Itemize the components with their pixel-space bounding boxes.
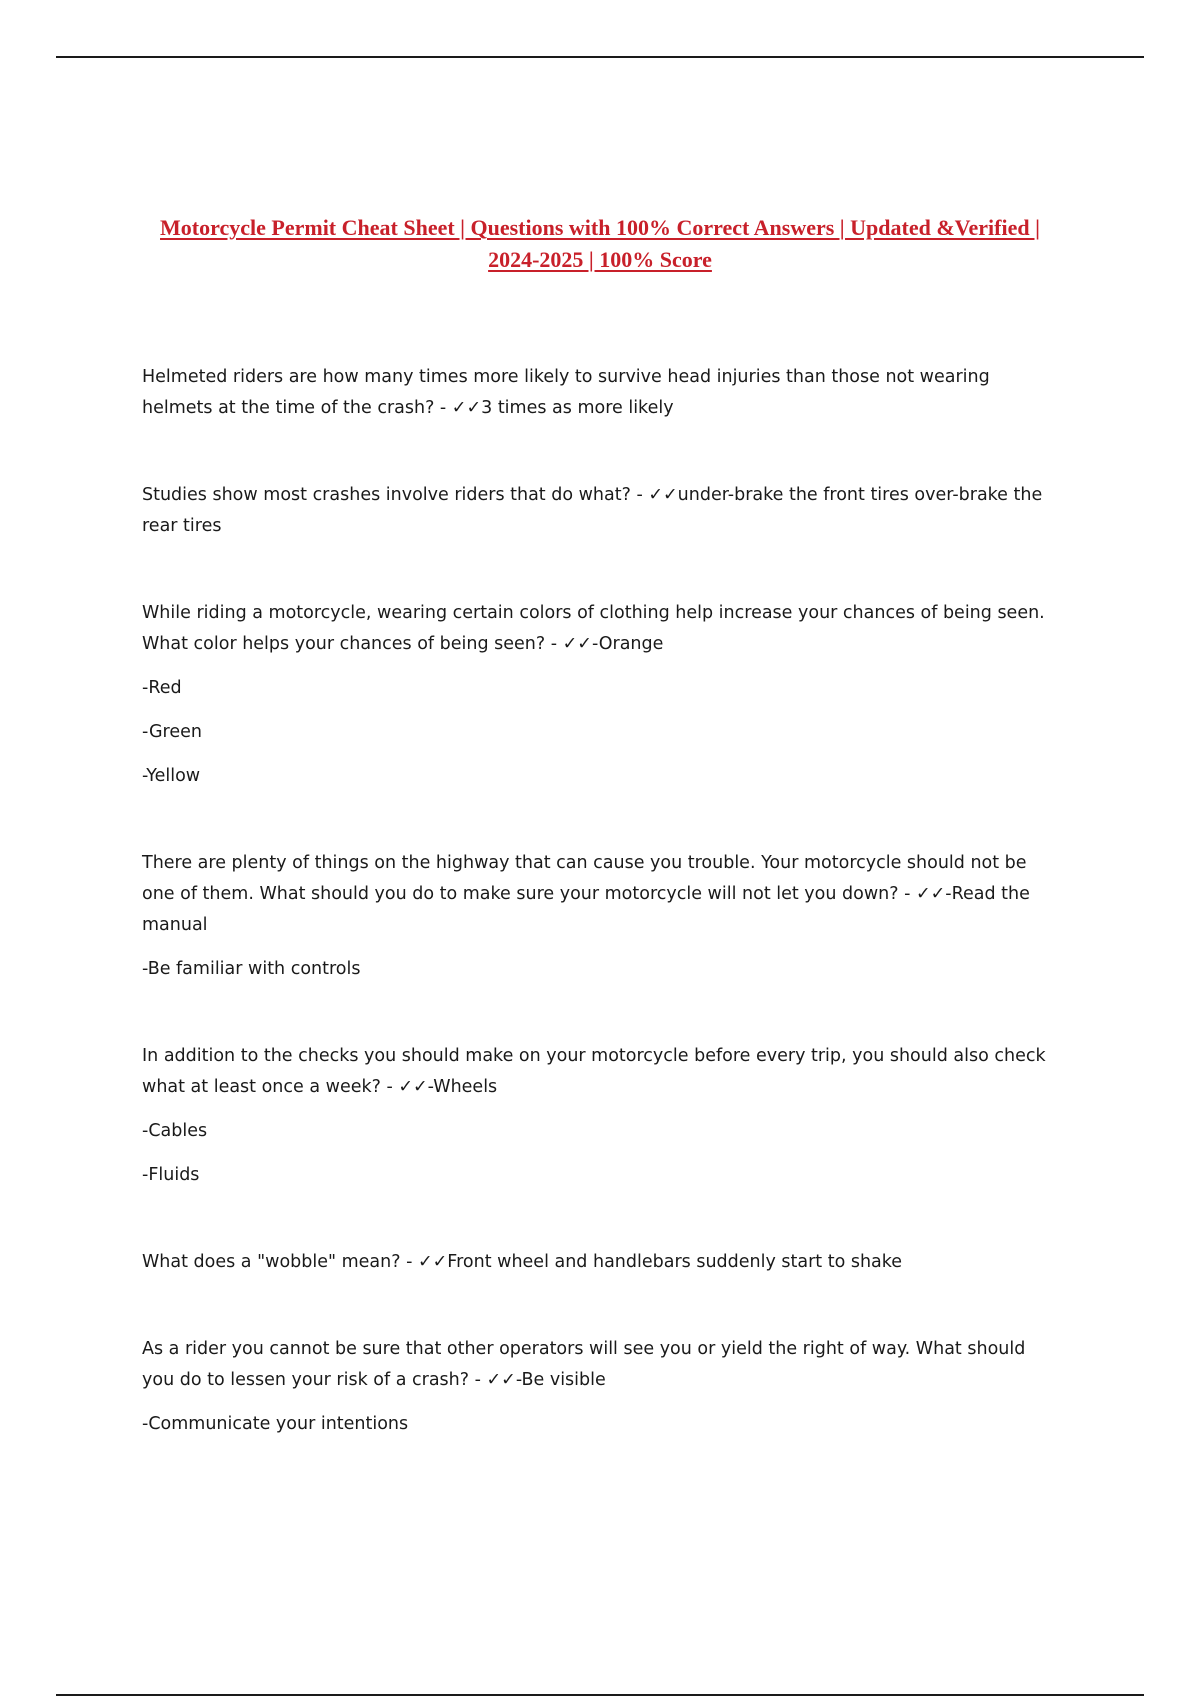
qa-item: [142, 598, 1062, 792]
qa-item: [142, 848, 1062, 985]
question-text: While riding a motorcycle, wearing certain colors of clothing help increase your chances of being seen. What color helps your chances of being seen? - ✓✓-Orange: [142, 603, 1045, 654]
question-text: What does a "wobble" mean? - ✓✓Front wheel and handlebars suddenly start to shake: [142, 1252, 903, 1272]
answer-option: -Cables: [142, 1121, 208, 1141]
qa-item: [142, 362, 1062, 424]
question-text: In addition to the checks you should make on your motorcycle before every trip, you should also check what at least once a week? - ✓✓-Wheels: [142, 1046, 1046, 1097]
question-text: As a rider you cannot be sure that other operators will see you or yield the right of way. What should you do to lessen your risk of a crash? - ✓✓-Be visible: [142, 1339, 1026, 1390]
answer-option: -Red: [142, 678, 182, 698]
qa-item: [142, 1247, 1062, 1278]
answer-option: -Communicate your intentions: [142, 1414, 409, 1434]
answer-option: -Green: [142, 722, 202, 742]
bottom-rule: [56, 1694, 1144, 1696]
question-text: Studies show most crashes involve riders that do what? - ✓✓under-brake the front tires over-brake the rear tires: [142, 485, 1043, 536]
question-text: Helmeted riders are how many times more likely to survive head injuries than those not wearing helmets at the time of the crash? - ✓✓3 times as more likely: [142, 367, 990, 418]
answer-option: -Fluids: [142, 1165, 200, 1185]
qa-list: [142, 362, 1062, 1496]
qa-item: [142, 1334, 1062, 1440]
qa-item: [142, 1041, 1062, 1191]
qa-item: [142, 480, 1062, 542]
document-title: Motorcycle Permit Cheat Sheet | Questions with 100% Correct Answers | Updated &Verified | 2024-2025 | 100% Score: [160, 215, 1040, 272]
answer-option: -Yellow: [142, 766, 201, 786]
question-text: There are plenty of things on the highway that can cause you trouble. Your motorcycle should not be one of them. What should you do to make sure your motorcycle will not let you down? - ✓✓-Read the manual: [142, 853, 1030, 935]
top-rule: [56, 56, 1144, 58]
answer-option: -Be familiar with controls: [142, 959, 361, 979]
